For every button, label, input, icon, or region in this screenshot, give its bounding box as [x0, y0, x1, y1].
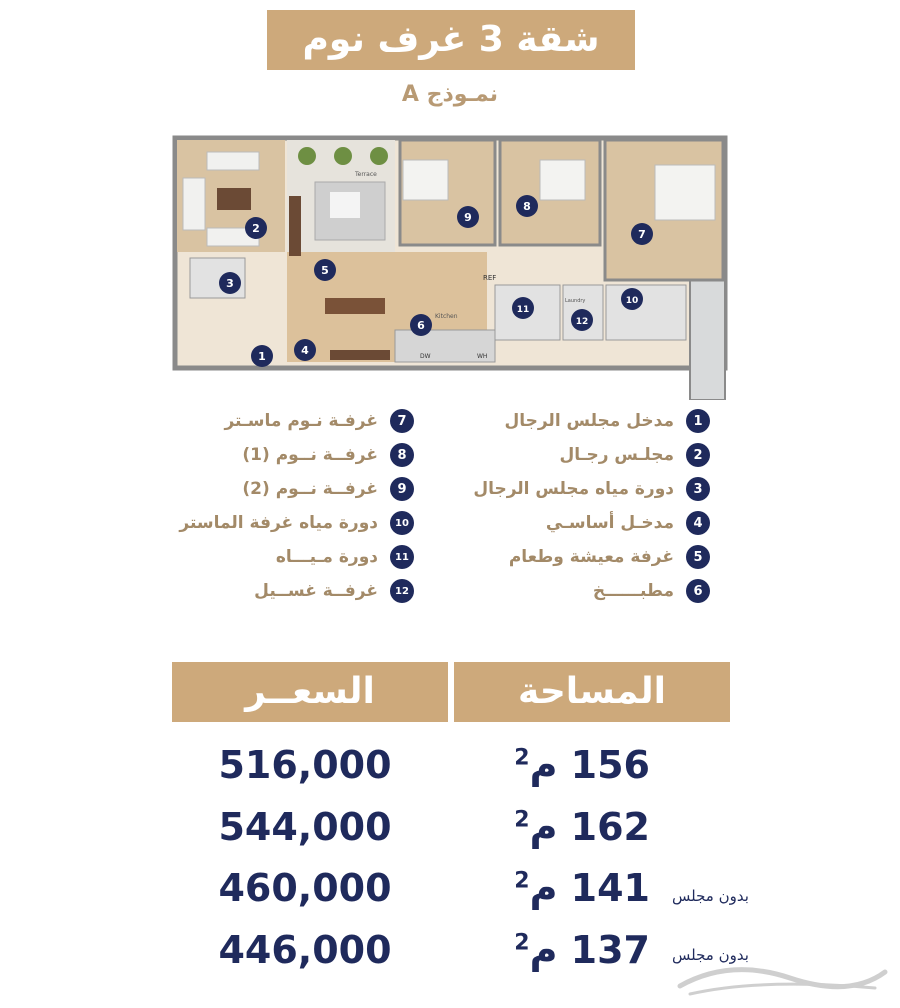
marker-8: 8: [523, 200, 531, 213]
marker-7: 7: [638, 228, 646, 241]
kitchen-label: Kitchen: [435, 313, 458, 320]
area-value: [500, 866, 650, 910]
ref-label: REF: [483, 274, 497, 282]
area-unit-sup: 2: [514, 745, 530, 771]
legend-number: 5: [686, 545, 710, 569]
legend-number: 1: [686, 409, 710, 433]
legend-item: [179, 540, 414, 574]
area-unit: م: [529, 805, 558, 849]
legend-item: [179, 404, 414, 438]
laundry-label: Laundry: [565, 298, 586, 304]
legend-label: دورة مياه مجلس الرجال: [473, 479, 674, 499]
area-unit-sup: 2: [514, 807, 530, 833]
legend-item: [473, 540, 710, 574]
price-value: 460,000: [218, 866, 392, 910]
no-majlis-note: بدون مجلس: [672, 946, 749, 964]
haraj-watermark-logo: [670, 948, 895, 1003]
legend-item: [473, 438, 710, 472]
page-title: شقة 3 غرف نوم: [267, 10, 635, 70]
no-majlis-note: بدون مجلس: [672, 887, 749, 905]
model-subtitle: نمـوذج A: [401, 82, 499, 107]
legend-label: مجلـس رجـال: [559, 445, 674, 465]
area-value: [500, 805, 650, 849]
price-value: 544,000: [218, 805, 392, 849]
legend-label: دورة مـيـــاه: [275, 547, 378, 567]
price-header: السعــر: [172, 662, 448, 722]
legend-item: [179, 506, 414, 540]
legend-item: [179, 574, 414, 608]
marker-11: 11: [516, 305, 530, 315]
legend-label: دورة مياه غرفة الماستر: [179, 513, 378, 533]
marker-2: 2: [252, 222, 260, 235]
legend-item: [473, 506, 710, 540]
area-unit-sup: 2: [514, 868, 530, 894]
legend-item: [179, 438, 414, 472]
area-unit-sup: 2: [514, 930, 530, 956]
legend-label: غرفــة نــوم (2): [242, 479, 378, 499]
price-value: 516,000: [218, 743, 392, 787]
legend-number: 10: [390, 511, 414, 535]
legend-number: 11: [390, 545, 414, 569]
area-header: المساحة: [454, 662, 730, 722]
legend-label: غرفــة غســيل: [254, 581, 378, 601]
area-value: [500, 928, 650, 972]
area-value: [500, 743, 650, 787]
area-number: 156: [570, 743, 650, 787]
marker-10: 10: [625, 296, 639, 306]
legend-label: غرفة معيشة وطعام: [508, 547, 674, 567]
legend-label: غرفـة نـوم ماسـتر: [224, 411, 378, 431]
legend-item: [179, 472, 414, 506]
price-value: 446,000: [218, 928, 392, 972]
legend-label: مدخـل أساسـي: [545, 513, 674, 533]
legend-left: [179, 404, 414, 608]
wh-label: WH: [477, 353, 488, 360]
marker-5: 5: [321, 264, 329, 277]
legend-right: [473, 404, 710, 608]
marker-6: 6: [417, 319, 425, 332]
marker-12: 12: [575, 317, 589, 327]
legend-number: 4: [686, 511, 710, 535]
floor-plan: [165, 130, 735, 400]
marker-9: 9: [464, 211, 472, 224]
area-number: 141: [570, 866, 650, 910]
legend-number: 7: [390, 409, 414, 433]
area-unit: م: [529, 743, 558, 787]
area-unit: م: [529, 928, 558, 972]
area-number: 162: [570, 805, 650, 849]
area-unit: م: [529, 866, 558, 910]
legend-number: 12: [390, 579, 414, 603]
legend-item: [473, 574, 710, 608]
dw-label: DW: [420, 353, 431, 360]
legend-number: 9: [390, 477, 414, 501]
marker-4: 4: [301, 344, 309, 357]
legend-label: غرفــة نــوم (1): [242, 445, 378, 465]
terrace-label: Terrace: [355, 171, 377, 178]
legend-number: 3: [686, 477, 710, 501]
legend-number: 8: [390, 443, 414, 467]
legend-item: [473, 404, 710, 438]
legend-number: 2: [686, 443, 710, 467]
legend-number: 6: [686, 579, 710, 603]
legend-label: مطبــــــخ: [592, 581, 674, 601]
marker-1: 1: [258, 350, 266, 363]
legend-item: [473, 472, 710, 506]
legend-label: مدخل مجلس الرجال: [504, 411, 674, 431]
area-number: 137: [570, 928, 650, 972]
marker-3: 3: [226, 277, 234, 290]
